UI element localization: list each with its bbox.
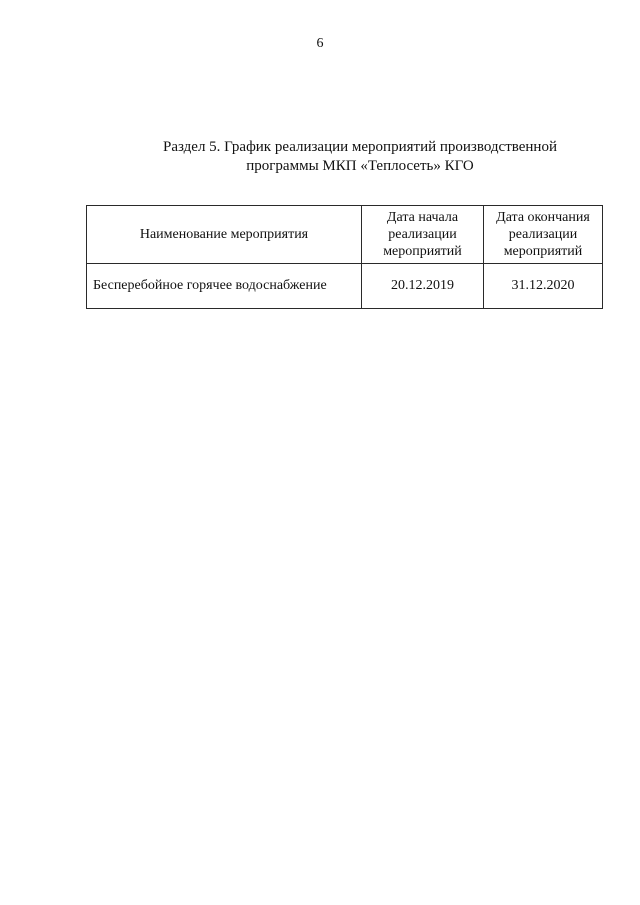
section-title — [120, 138, 600, 176]
header-end-date-line-2: реализации — [508, 227, 578, 242]
header-start-date-line-1: Дата начала — [386, 210, 459, 225]
page-number: 6 — [316, 36, 324, 51]
section-title-line-2: программы МКП «Теплосеть» КГО — [246, 158, 474, 174]
header-end-date-line-3: мероприятий — [503, 244, 583, 259]
event-name-cell: Бесперебойное горячее водоснабжение — [87, 264, 362, 309]
header-event-name-label: Наименование мероприятия — [139, 227, 309, 242]
table-row — [87, 264, 603, 309]
table-header-row — [87, 206, 603, 264]
header-start-date — [362, 206, 484, 264]
header-end-date-line-1: Дата окончания — [496, 210, 590, 225]
header-end-date — [484, 206, 603, 264]
header-start-date-line-2: реализации — [388, 227, 457, 242]
section-title-line-1: Раздел 5. График реализации мероприятий производственной — [163, 139, 557, 155]
start-date-cell: 20.12.2019 — [362, 264, 484, 309]
header-start-date-line-3: мероприятий — [383, 244, 462, 259]
schedule-table — [86, 205, 603, 309]
header-event-name — [87, 206, 362, 264]
end-date-cell: 31.12.2020 — [484, 264, 603, 309]
